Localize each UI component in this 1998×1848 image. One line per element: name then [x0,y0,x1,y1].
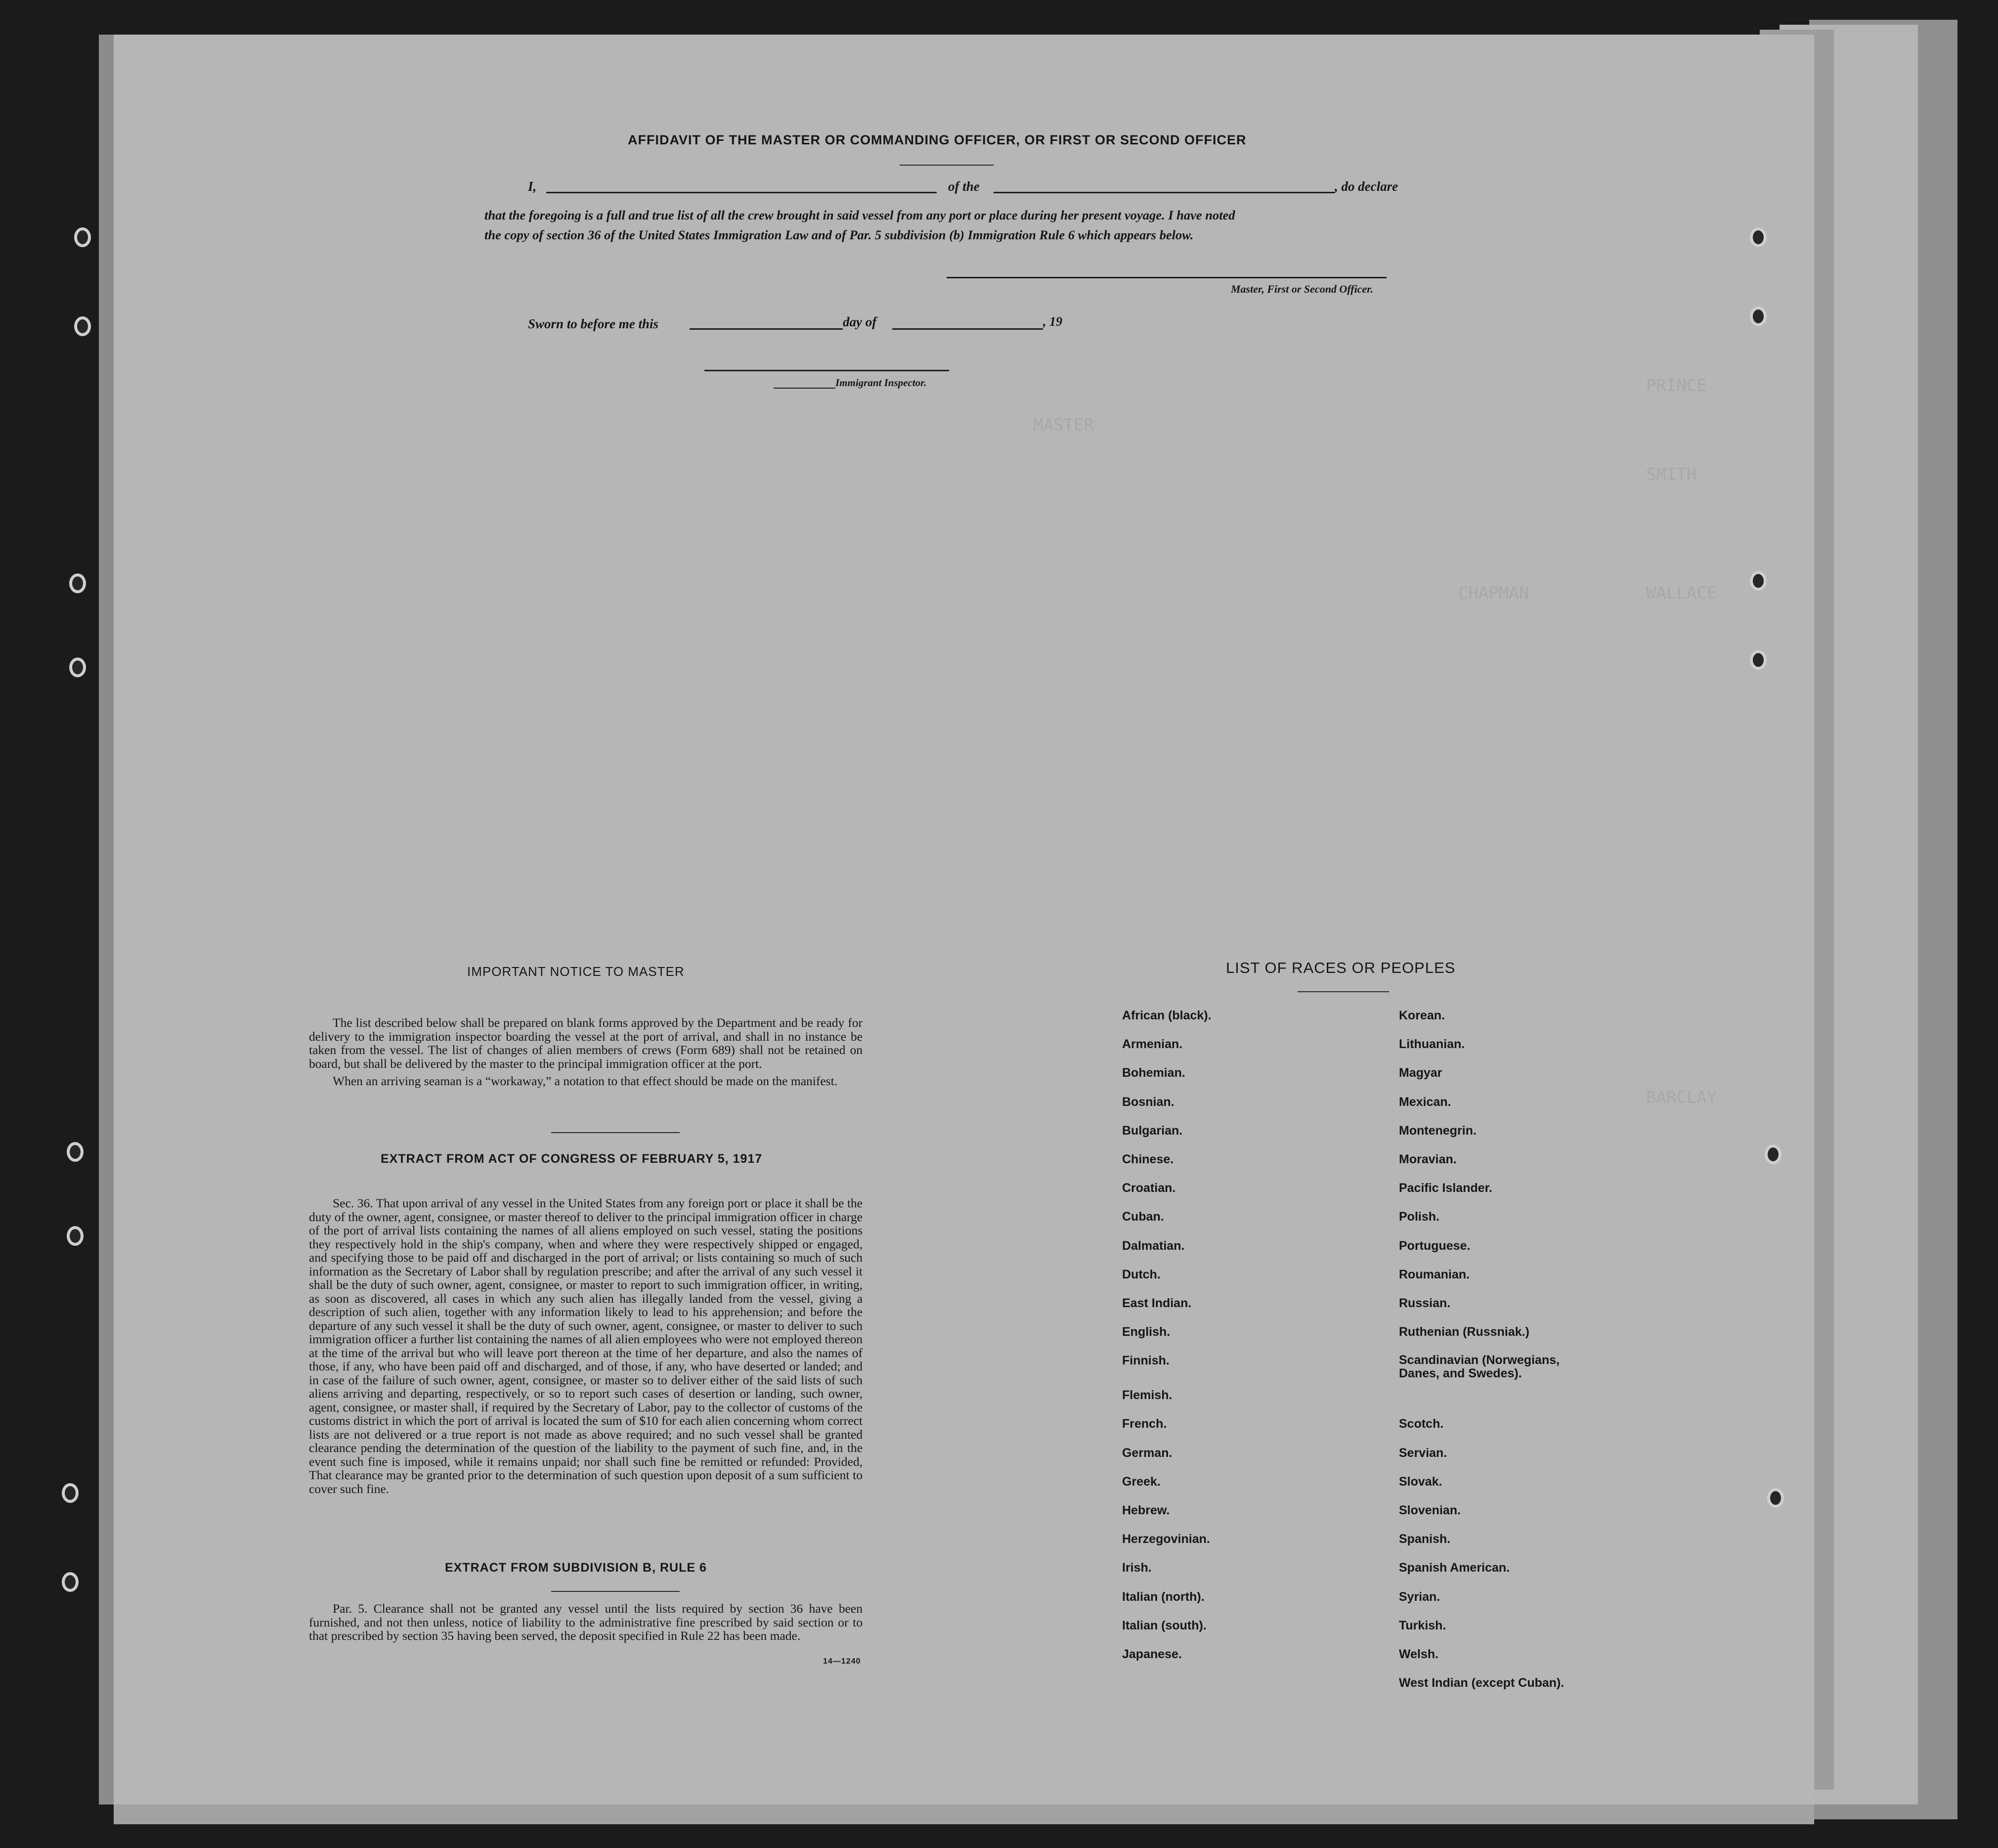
sworn-month-blank [892,328,1043,330]
notice-body [309,1016,863,1088]
name-blank [546,192,937,193]
rule-extract-body [309,1602,863,1643]
bleed-through-mark: MASTER [1033,415,1094,435]
title-divider [900,165,994,166]
race-item: Irish. [1122,1561,1152,1575]
sworn-day-blank [690,328,843,330]
bleed-through-mark: WALLACE [1646,583,1717,603]
race-item: Montenegrin. [1399,1124,1477,1138]
race-item: Bohemian. [1122,1066,1185,1080]
race-item: East Indian. [1122,1296,1192,1310]
race-item: Russian. [1399,1296,1451,1310]
race-item: Slovenian. [1399,1503,1461,1517]
race-item: Herzegovinian. [1122,1532,1210,1546]
binder-hole-right [1765,1144,1781,1164]
race-item: African (black). [1122,1009,1212,1022]
act-extract-title: EXTRACT FROM ACT OF CONGRESS OF FEBRUARY 5, 1917 [381,1152,763,1166]
race-item: French. [1122,1417,1167,1431]
affidavit-body-line1: that the foregoing is a full and true list of all the crew brought in said vessel from any port or place during her present voyage. I have noted [484,208,1235,222]
race-item: Welsh. [1399,1647,1439,1661]
binder-hole-left [74,316,91,336]
of-the-label: of the [948,179,980,194]
inspector-blank-short [774,388,835,389]
race-item: Finnish. [1122,1354,1170,1367]
signature-blank [947,277,1387,278]
race-item: Moravian. [1399,1152,1457,1166]
race-item: Syrian. [1399,1590,1440,1604]
inspector-blank [704,370,949,371]
race-item: Ruthenian (Russniak.) [1399,1325,1529,1339]
binder-hole-left [62,1483,79,1503]
section-divider [1298,991,1389,992]
affidavit-title: AFFIDAVIT OF THE MASTER OR COMMANDING OFFICER, OR FIRST OR SECOND OFFICER [628,132,1247,147]
binder-hole-right [1750,650,1767,670]
act-extract-body [309,1196,863,1496]
rule-extract-paragraph: Par. 5. Clearance shall not be granted any vessel until the lists required by section 36 have been furnished, and not then unless, notice of liability to the administrative fine prescribed by said section or to that prescribed by section 35 having been served, the deposit specified in Rule 22 has been made. [309,1601,863,1643]
notice-title: IMPORTANT NOTICE TO MASTER [467,964,685,979]
i-label: I, [528,179,537,194]
do-declare-label: , do declare [1335,179,1398,194]
binder-hole-left [62,1572,79,1592]
race-item: Japanese. [1122,1647,1182,1661]
notice-paragraph: When an arriving seaman is a “workaway,” a notation to that effect should be made on the manifest. [333,1074,838,1088]
race-item: Italian (north). [1122,1590,1205,1604]
race-item: Servian. [1399,1446,1447,1460]
vessel-blank [994,192,1335,193]
race-item: German. [1122,1446,1173,1460]
binder-hole-right [1750,571,1767,591]
section-divider [551,1132,680,1133]
race-item: Cuban. [1122,1210,1164,1224]
race-item: Scandinavian (Norwegians, Danes, and Swedes). [1399,1353,1560,1380]
race-item: Croatian. [1122,1181,1176,1195]
binder-hole-left [74,227,91,247]
form-number: 14—1240 [823,1657,861,1666]
year-label: , 19 [1043,314,1062,329]
binder-hole-left [67,1142,84,1162]
race-item: Magyar [1399,1066,1442,1080]
race-item: Slovak. [1399,1475,1442,1489]
race-item: Flemish. [1122,1388,1173,1402]
race-item: Bosnian. [1122,1095,1174,1109]
race-item: Dutch. [1122,1268,1161,1281]
race-item: West Indian (except Cuban). [1399,1676,1564,1690]
binder-hole-right [1750,227,1767,247]
signature-caption: Master, First or Second Officer. [1231,283,1374,295]
race-item: Armenian. [1122,1037,1183,1051]
section-divider [551,1591,680,1592]
race-item: Portuguese. [1399,1239,1471,1253]
race-item: Mexican. [1399,1095,1451,1109]
race-item: English. [1122,1325,1171,1339]
race-item: Lithuanian. [1399,1037,1465,1051]
binder-hole-left [69,658,86,677]
race-item: Spanish. [1399,1532,1451,1546]
race-item: Greek. [1122,1475,1161,1489]
binder-hole-left [69,573,86,593]
race-item: Turkish. [1399,1619,1446,1632]
race-item: Chinese. [1122,1152,1174,1166]
race-item: Korean. [1399,1009,1445,1022]
notice-paragraph: The list described below shall be prepared on blank forms approved by the Department and be ready for delivery to the immigration inspector boarding the vessel at the port of arrival, and shall in no instance be taken from the vessel. The list of changes of alien members of crews (Form 689) shall not be retained on board, but shall be delivered by the master to the principal immigration officer at the port. [309,1015,863,1071]
rule-extract-title: EXTRACT FROM SUBDIVISION B, RULE 6 [445,1561,707,1575]
bleed-through-mark: PRINCE [1646,376,1707,396]
race-item: Bulgarian. [1122,1124,1183,1138]
race-item: Italian (south). [1122,1619,1207,1632]
bleed-through-mark: BARCLAY [1646,1088,1717,1107]
affidavit-body-line2: the copy of section 36 of the United States Immigration Law and of Par. 5 subdivision (b) Immigration Rule 6 which appears below. [484,227,1194,242]
race-item: Pacific Islander. [1399,1181,1492,1195]
race-item: Polish. [1399,1210,1439,1224]
race-item: Hebrew. [1122,1503,1170,1517]
race-item: Roumanian. [1399,1268,1470,1281]
race-item: Spanish American. [1399,1561,1510,1575]
day-of-label: day of [843,314,877,329]
binder-hole-left [67,1226,84,1246]
inspector-caption: Immigrant Inspector. [835,377,927,389]
sworn-label: Sworn to before me this [528,316,659,331]
bleed-through-mark: SMITH [1646,465,1697,484]
race-item: Dalmatian. [1122,1239,1185,1253]
race-item: Scotch. [1399,1417,1444,1431]
binder-hole-right [1767,1488,1784,1508]
binder-hole-right [1750,307,1767,326]
races-title: LIST OF RACES OR PEOPLES [1226,959,1456,976]
act-extract-paragraph: Sec. 36. That upon arrival of any vessel in the United States from any foreign port or place it shall be the duty of the owner, agent, consignee, or master thereof to deliver to the principal immigration officer in charge of the port of arrival lists containing the names of all aliens employed on such vessel, stating the positions they respectively hold in the ship's company, when and where they were respectively shipped or engaged, and specifying those to be paid off and discharged in the port of arrival; or lists containing so much of such information as the Secretary of Labor shall by regulation prescribe; and after the arrival of any such vessel it shall be the duty of such owner, agent, consignee, or master to report to such immigration officer, in writing, as soon as discovered, all cases in which any such alien has illegally landed from the vessel, giving a description of such alien, together with any information likely to lead to his apprehension; and before the departure of any such vessel it shall be the duty of such owner, agent, consignee, or master to deliver to such immigration officer a further list containing the names of all alien employees who were not employed thereon at the time of the arrival but who will leave port thereon at the time of her departure, and also the names of those, if any, who have been paid off and discharged, and of those, if any, who have deserted or landed; and in case of the failure of such owner, agent, consignee, or master so to deliver either of the said lists of such aliens arriving and departing, respectively, or so to report such cases of desertion or landing, such owner, agent, consignee, or master shall, if required by the Secretary of Labor, pay to the collector of customs of the customs district in which the port of arrival is located the sum of $10 for each alien concerning whom correct lists are not delivered or a true report is not made as above required; and no such vessel shall be granted clearance pending the determination of the question of the liability to the payment of such fine, and, in the event such fine is imposed, while it remains unpaid; nor shall such fine be remitted or refunded: Provided, That clearance may be granted prior to the determination of such question upon deposit of a sum sufficient to cover such fine. [309,1196,863,1496]
bleed-through-mark: CHAPMAN [1458,583,1529,603]
